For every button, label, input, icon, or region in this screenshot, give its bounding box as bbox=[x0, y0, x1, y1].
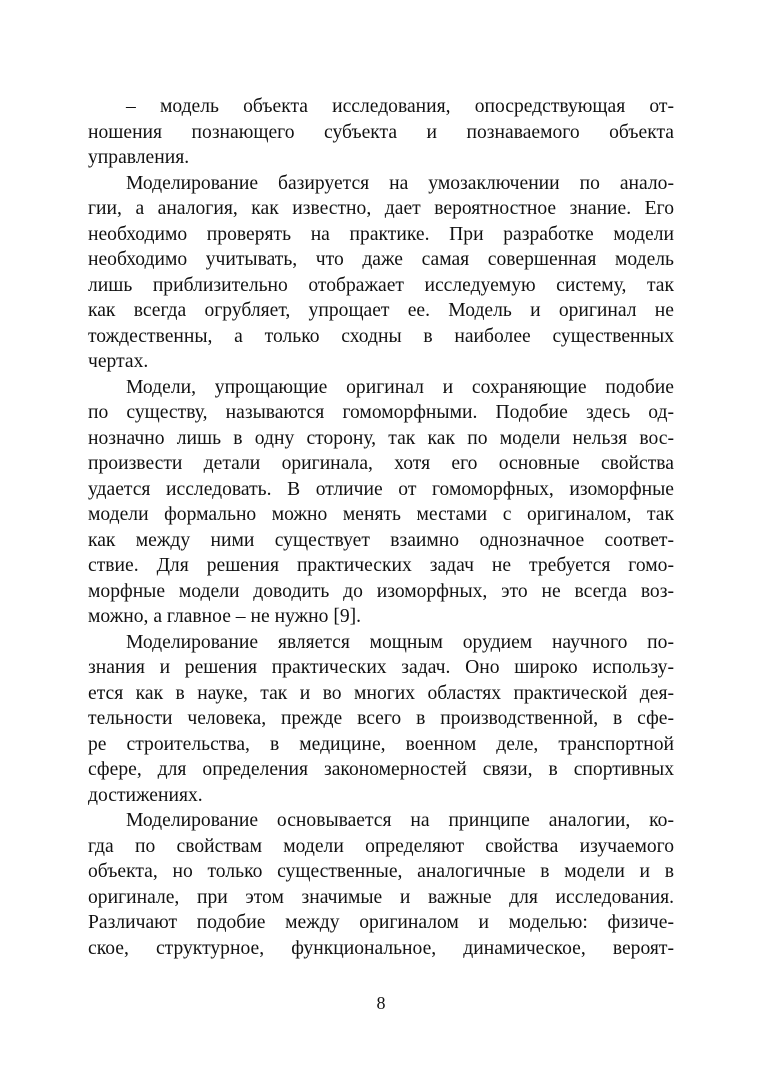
text-line: модели формально можно менять местами с оригиналом, так bbox=[88, 504, 674, 525]
text-line: достижениях. bbox=[88, 784, 203, 806]
text-line: ре строительства, в медицине, военном деле, транспортной bbox=[88, 733, 674, 755]
paragraph-4 bbox=[88, 630, 674, 809]
text-line: Модели, упрощающие оригинал и сохраняющие подобие bbox=[126, 376, 674, 398]
text-line: нозначно лишь в одну сторону, так как по модели нельзя вос- bbox=[88, 427, 674, 449]
text-line: морфные модели доводить до изоморфных, это не всегда воз- bbox=[88, 580, 674, 602]
text-line: Моделирование базируется на умозаключении по анало- bbox=[126, 172, 674, 194]
text-line: оригинале, при этом значимые и важные для исследования. bbox=[88, 886, 674, 908]
text-line: удается исследовать. В отличие от гомоморфных, изоморфные bbox=[88, 478, 674, 500]
text-line: Различают подобие между оригиналом и моделью: физиче- bbox=[88, 912, 674, 933]
text-line: Моделирование является мощным орудием научного по- bbox=[126, 631, 674, 653]
paragraph-5 bbox=[88, 808, 674, 961]
paragraph-2 bbox=[88, 171, 674, 375]
text-line: лишь приблизительно отображает исследуемую систему, так bbox=[88, 274, 674, 296]
page-number: 8 bbox=[376, 993, 386, 1013]
paragraph-3 bbox=[88, 375, 674, 630]
text-line: управления. bbox=[88, 147, 190, 168]
text-line: ношения познающего субъекта и познаваемого объекта bbox=[88, 121, 674, 143]
text-line: необходимо проверять на практике. При разработке модели bbox=[88, 223, 674, 245]
text-line: ствие. Для решения практических задач не требуется гомо- bbox=[88, 555, 674, 576]
text-line: тождественны, а только сходны в наиболее существенных bbox=[88, 325, 674, 347]
text-line: по существу, называются гомоморфными. Подобие здесь од- bbox=[88, 402, 674, 423]
text-line: необходимо учитывать, что даже самая совершенная модель bbox=[88, 249, 674, 270]
text-line: гии, а аналогия, как известно, дает вероятностное знание. Его bbox=[88, 198, 674, 219]
text-line: сфере, для определения закономерностей связи, в спортивных bbox=[88, 759, 674, 780]
text-line: тельности человека, прежде всего в производственной, в сфе- bbox=[88, 708, 674, 729]
text-line: знания и решения практических задач. Оно широко использу- bbox=[88, 657, 674, 678]
text-line: можно, а главное – не нужно [9]. bbox=[88, 606, 362, 627]
text-line: как всегда огрубляет, упрощает ее. Модель и оригинал не bbox=[88, 300, 674, 321]
text-line: произвести детали оригинала, хотя его основные свойства bbox=[88, 453, 674, 474]
text-line: чертах. bbox=[88, 351, 149, 372]
text-line: объекта, но только существенные, аналогичные в модели и в bbox=[88, 861, 674, 882]
paragraph-1 bbox=[88, 94, 674, 171]
text-line: как между ними существует взаимно однозначное соответ- bbox=[88, 529, 674, 551]
text-line: ское, структурное, функциональное, динамическое, вероят- bbox=[88, 937, 674, 959]
text-line: – модель объекта исследования, опосредствующая от- bbox=[126, 96, 674, 117]
page-body bbox=[88, 94, 674, 961]
text-line: гда по свойствам модели определяют свойства изучаемого bbox=[88, 835, 674, 857]
text-line: ется как в науке, так и во многих областях практической дея- bbox=[88, 682, 674, 704]
text-line: Моделирование основывается на принципе аналогии, ко- bbox=[126, 810, 674, 831]
